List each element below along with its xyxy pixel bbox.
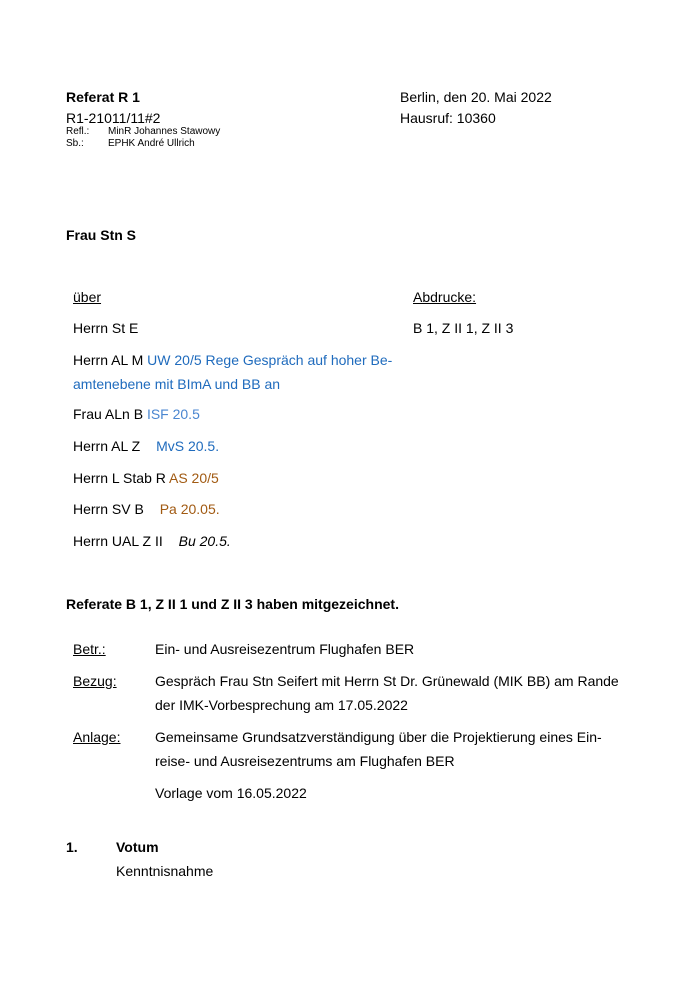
routing-note: MvS 20.5. <box>156 438 220 454</box>
section-title: Votum <box>116 839 159 855</box>
routing-name: Herrn AL Z <box>73 438 141 454</box>
cosign-statement: Referate B 1, Z II 1 und Z II 3 haben mitgezeichnet. <box>66 596 399 612</box>
betr-text: Ein- und Ausreisezentrum Flughafen BER <box>155 641 415 657</box>
place-date: Berlin, den 20. Mai 2022 <box>400 89 552 105</box>
recipient: Frau Stn S <box>66 227 137 243</box>
routing-note: UW 20/5 Rege Gespräch auf hoher Be- <box>147 352 393 368</box>
aktenzeichen: R1-21011/11#2 <box>66 110 161 126</box>
refl-name: MinR Johannes Stawowy <box>108 126 221 137</box>
anlage-text: Gemeinsame Grundsatzverständigung über die Projektierung eines Ein- <box>155 729 602 745</box>
abdrucke-label: Abdrucke: <box>413 289 477 305</box>
anlage-vorlage: Vorlage vom 16.05.2022 <box>155 785 307 801</box>
routing-note: ISF 20.5 <box>146 406 200 422</box>
routing-row <box>73 501 220 517</box>
routing-row <box>73 533 231 549</box>
routing-name: Herrn St E <box>73 320 139 336</box>
routing-name: Herrn SV B <box>73 501 144 517</box>
bezug-label: Bezug: <box>73 673 117 689</box>
routing-name: Herrn UAL Z II <box>73 533 163 549</box>
sb-name: EPHK André Ullrich <box>108 138 195 149</box>
ueber-label: über <box>73 289 102 305</box>
routing-name: Herrn AL M <box>73 352 144 368</box>
routing-row <box>73 406 200 422</box>
anlage-label: Anlage: <box>73 729 121 745</box>
routing-name: Frau ALn B <box>73 406 144 422</box>
routing-name: Herrn L Stab R <box>73 470 166 486</box>
routing-note-continued: amtenebene mit BImA und BB an <box>73 376 281 392</box>
refl-label: Refl.: <box>66 126 90 137</box>
routing-row <box>73 352 392 368</box>
abdrucke-value: B 1, Z II 1, Z II 3 <box>413 320 514 336</box>
bezug-text: Gespräch Frau Stn Seifert mit Herrn St Dr. Grünewald (MIK BB) am Rande <box>155 673 619 689</box>
anlage-text-continued: reise- und Ausreisezentrums am Flughafen BER <box>155 753 455 769</box>
section-number: 1. <box>66 839 78 855</box>
section-text: Kenntnisnahme <box>116 863 214 879</box>
sb-label: Sb.: <box>66 138 84 149</box>
routing-row <box>73 438 219 454</box>
routing-note: Pa 20.05. <box>159 501 220 517</box>
hausruf: Hausruf: 10360 <box>400 110 496 126</box>
routing-note: AS 20/5 <box>168 470 219 486</box>
betr-label: Betr.: <box>73 641 106 657</box>
routing-row <box>73 470 219 486</box>
bezug-text-continued: der IMK-Vorbesprechung am 17.05.2022 <box>155 697 408 713</box>
routing-row <box>73 320 138 336</box>
referat-title: Referat R 1 <box>66 89 140 105</box>
routing-note: Bu 20.5. <box>178 533 231 549</box>
